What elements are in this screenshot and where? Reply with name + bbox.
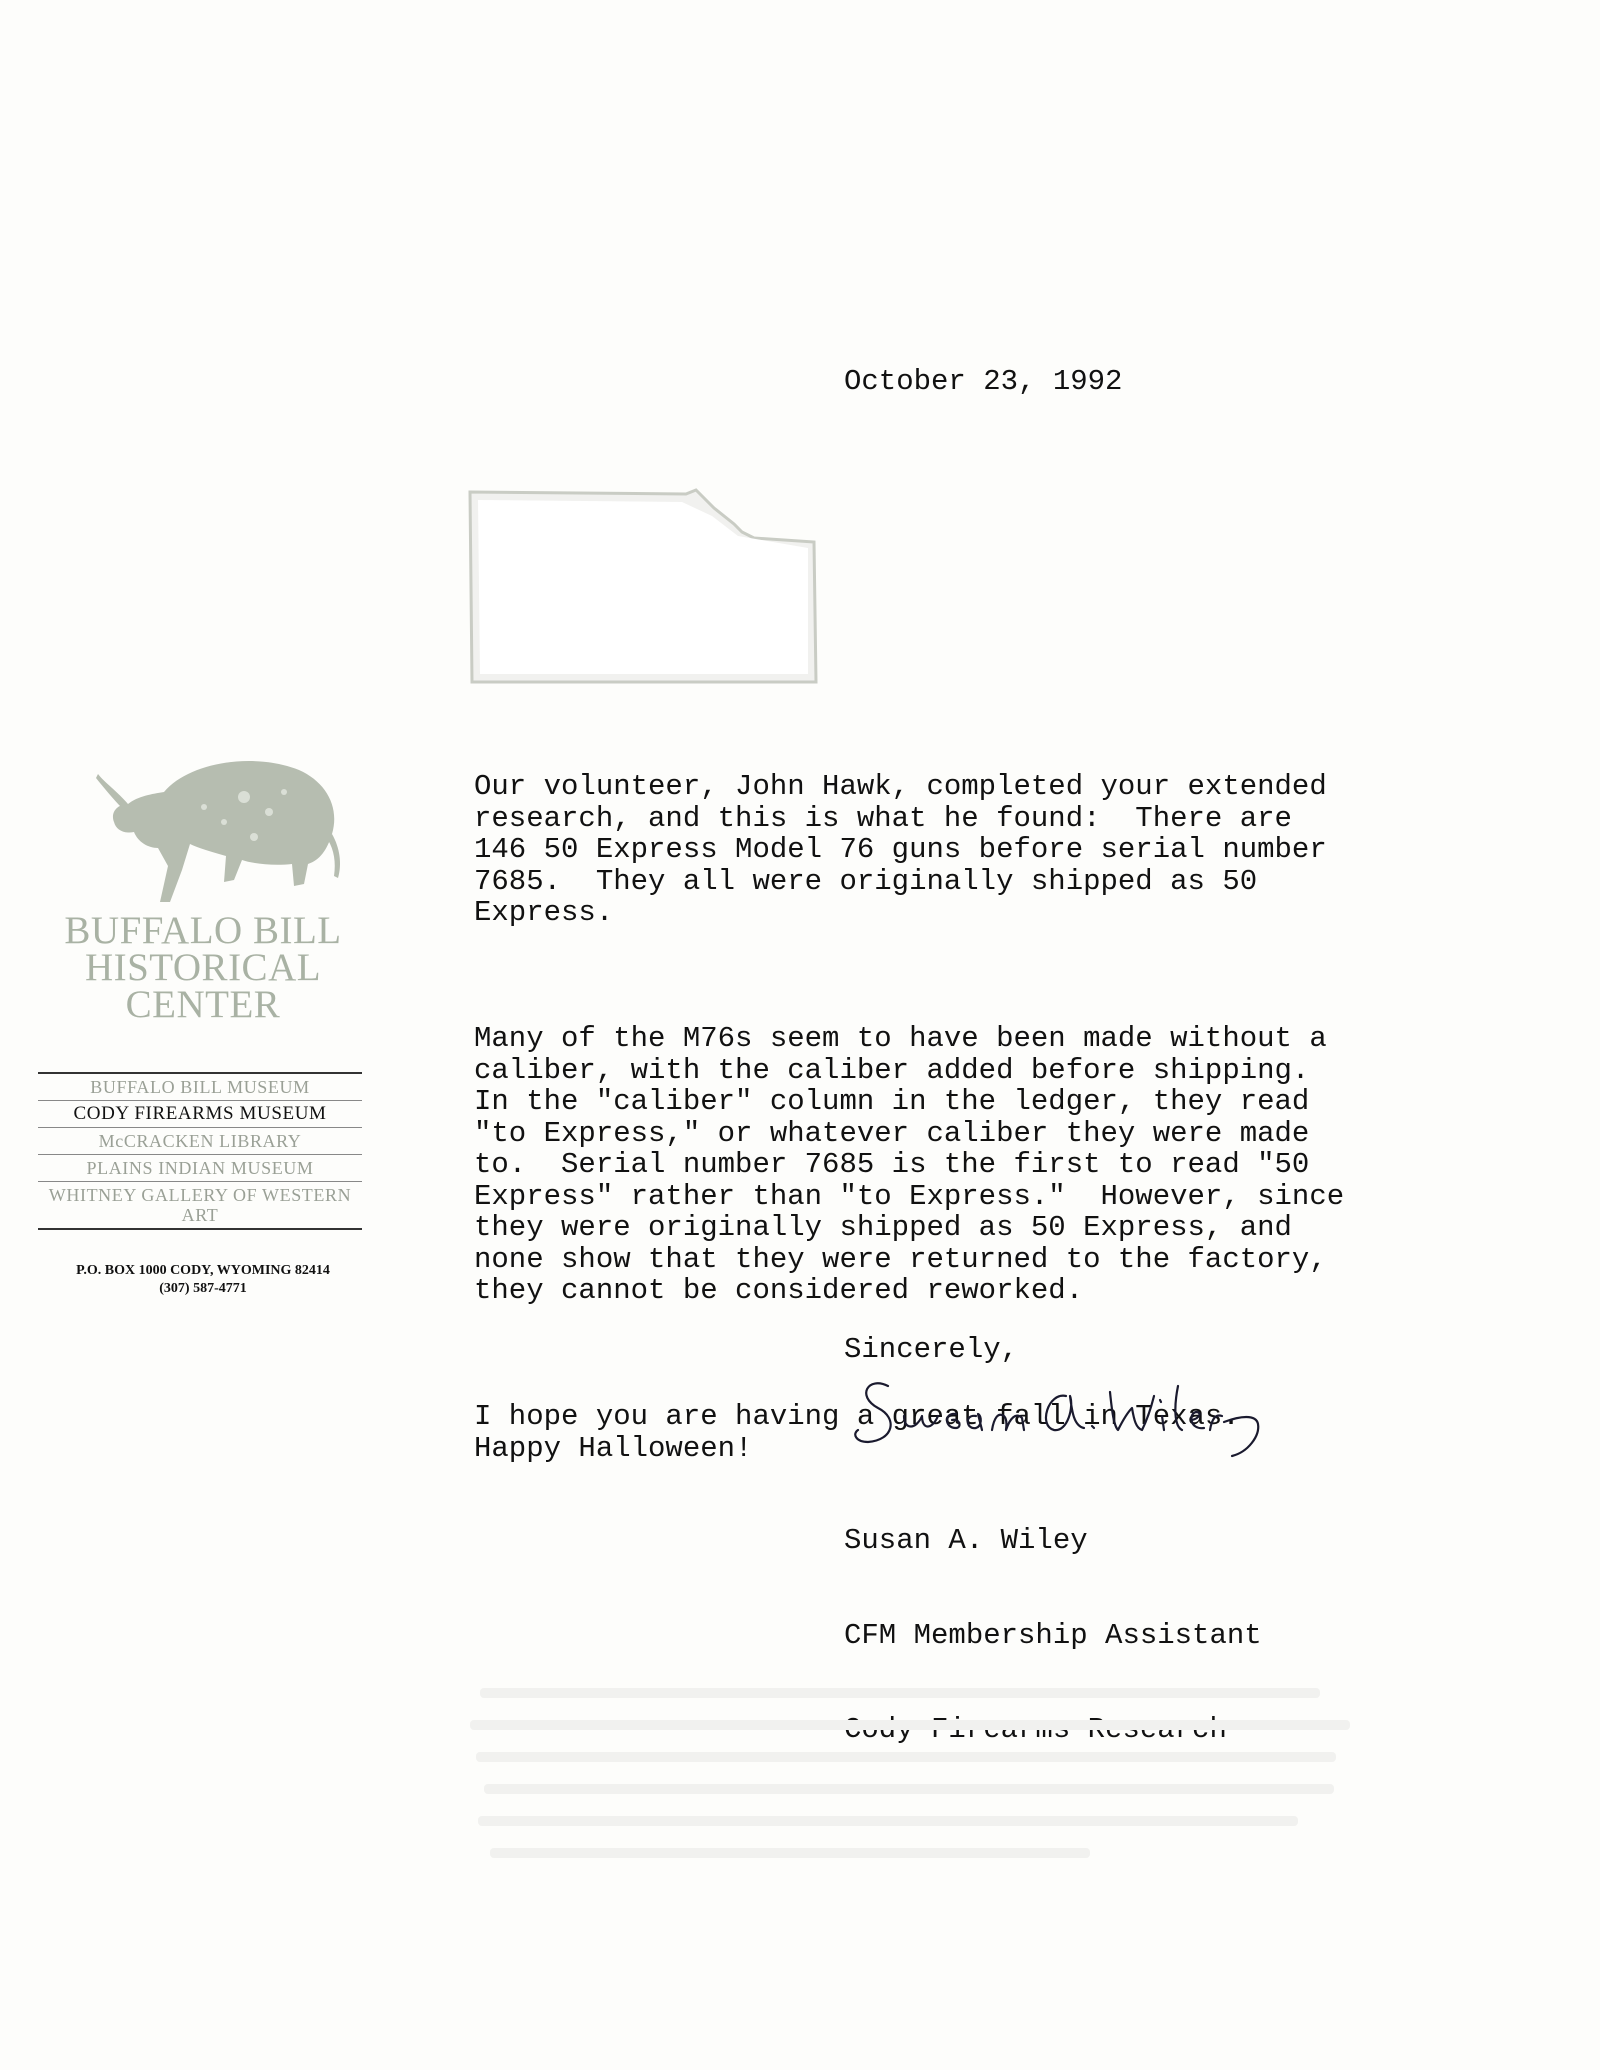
phone-number: (307) 587-4771 [159,1281,247,1296]
division-list [38,1072,362,1230]
signer-name: Susan A. Wiley [844,1524,1088,1557]
bison-icon [94,752,344,908]
address-line: P.O. BOX 1000 CODY, WYOMING 82414 [76,1263,330,1278]
handwritten-signature [848,1356,1348,1466]
mailing-address [38,1262,368,1298]
division-plains-indian-museum: PLAINS INDIAN MUSEUM [38,1155,362,1182]
redacted-address-block [466,486,818,686]
division-whitney-gallery: WHITNEY GALLERY OF WESTERN ART [48,1185,352,1225]
division-buffalo-bill-museum: BUFFALO BILL MUSEUM [38,1074,362,1101]
body-paragraph-1: Our volunteer, John Hawk, completed your extended research, and this is what he found: There are 146 50 Express Model 76 guns before serial number 7685. They all were originally shipped as 50 Express. [474,770,1327,929]
letter-date: October 23, 1992 [844,365,1123,398]
bleed-through-texture [470,1680,1370,1880]
body-paragraph-2: Many of the M76s seem to have been made without a caliber, with the caliber added before shipping. In the "caliber" column in the ledger, they read "to Express," or whatever caliber they were made to. Serial number 7685 is the first to read "50 Express" rather than "to Express." However, since they were originally shipped as 50 Express, and none show that they were returned to the factory, they cannot be considered reworked. [474,1022,1345,1307]
division-cody-firearms-museum: CODY FIREARMS MUSEUM [38,1101,362,1128]
letter-closing: Sincerely, [844,1333,1019,1366]
division-mccracken-library: McCRACKEN LIBRARY [38,1128,362,1155]
body-paragraph-3: I hope you are having a great fall in Texas. Happy Halloween! [474,1400,1240,1465]
org-name-line-3: CENTER [125,983,281,1026]
signer-title: CFM Membership Assistant [844,1618,1262,1652]
org-name-line-1: BUFFALO BILL [64,909,342,952]
org-name-line-2: HISTORICAL [84,946,322,989]
organization-name [38,909,368,1026]
